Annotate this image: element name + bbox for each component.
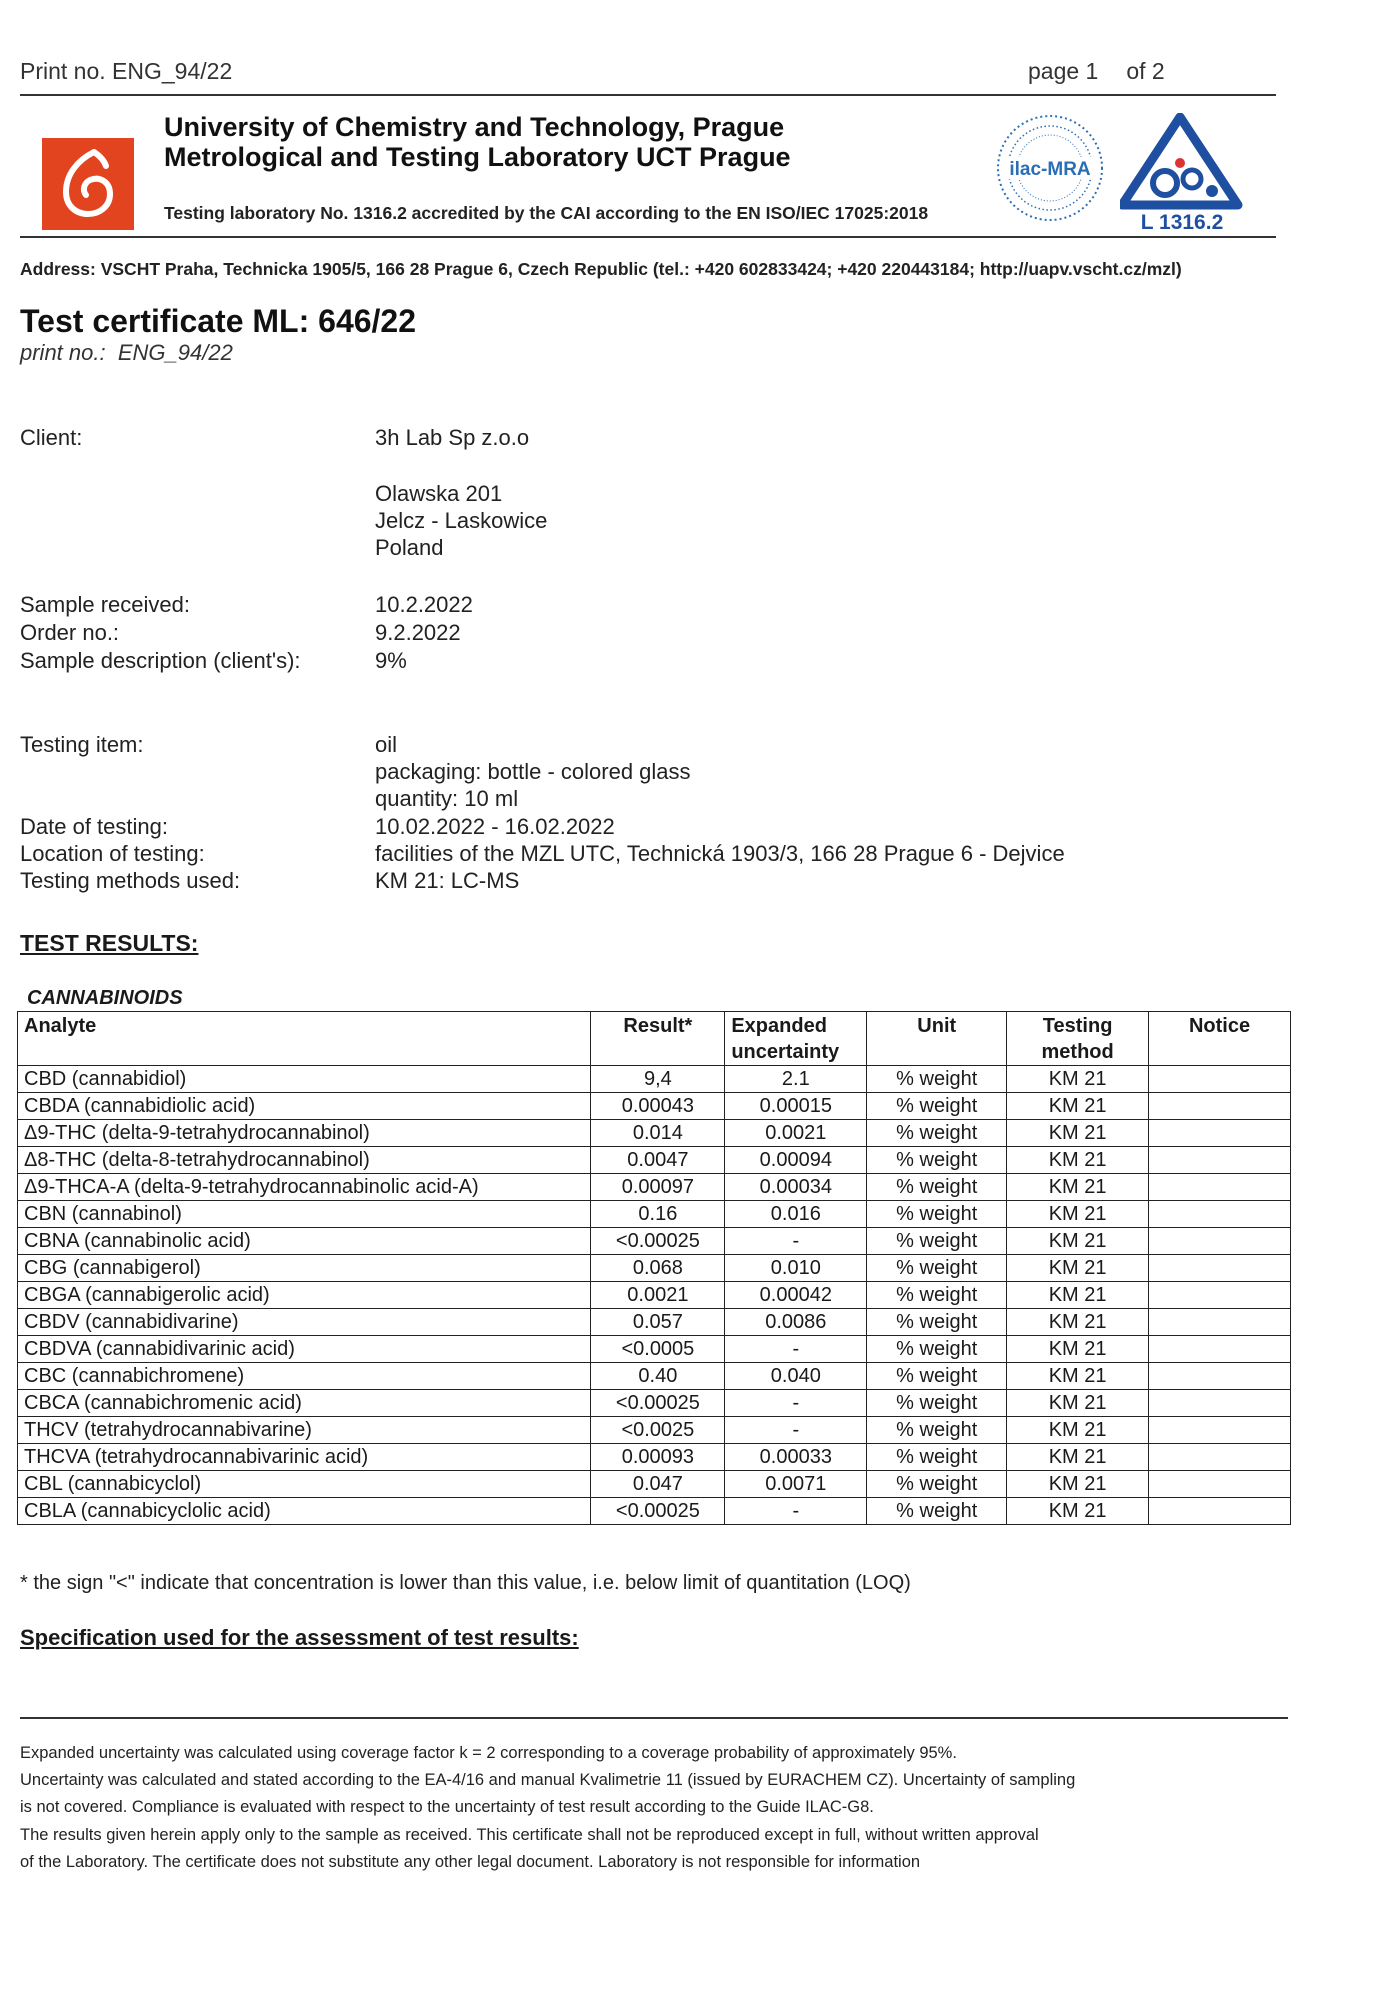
cell-analyte: CBNA (cannabinolic acid) xyxy=(18,1228,591,1255)
cannabinoids-caption: CANNABINOIDS xyxy=(27,987,183,1009)
location-value: facilities of the MZL UTC, Technická 1903/3, 166 28 Prague 6 - Dejvice xyxy=(375,841,1065,866)
table-row xyxy=(18,1363,1291,1390)
specification-heading: Specification used for the assessment of test results: xyxy=(20,1625,579,1650)
cell-method: KM 21 xyxy=(1007,1444,1149,1471)
cell-method: KM 21 xyxy=(1007,1390,1149,1417)
sample-received-value: 10.2.2022 xyxy=(375,592,473,617)
print-number: Print no. ENG_94/22 xyxy=(20,58,233,84)
cell-uncertainty: 0.0071 xyxy=(725,1471,867,1498)
cell-notice xyxy=(1149,1309,1291,1336)
fine-print-line3: is not covered. Compliance is evaluated with respect to the uncertainty of test result according to the Guide ILAC-G8. xyxy=(20,1798,874,1816)
print-no-value: ENG_94/22 xyxy=(117,340,233,365)
client-name: 3h Lab Sp z.o.o xyxy=(375,425,530,450)
cell-unit: % weight xyxy=(867,1174,1007,1201)
cell-unit: % weight xyxy=(867,1417,1007,1444)
cell-method: KM 21 xyxy=(1007,1066,1149,1093)
cell-uncertainty: 2.1 xyxy=(725,1066,867,1093)
quantity-value: quantity: 10 ml xyxy=(375,786,519,811)
cell-uncertainty: 0.00034 xyxy=(725,1174,867,1201)
cell-result: 0.40 xyxy=(591,1363,725,1390)
cell-analyte: CBCA (cannabichromenic acid) xyxy=(18,1390,591,1417)
sample-description-label: Sample description (client's): xyxy=(20,648,301,673)
certificate-title: Test certificate ML: 646/22 xyxy=(20,303,417,339)
cell-analyte: CBC (cannabichromene) xyxy=(18,1363,591,1390)
svg-text:ilac-MRA: ilac-MRA xyxy=(1009,159,1091,180)
cell-result: 0.16 xyxy=(591,1201,725,1228)
cell-result: <0.00025 xyxy=(591,1228,725,1255)
client-address-line3: Poland xyxy=(375,535,444,560)
col-result: Result* xyxy=(591,1012,725,1066)
uct-logo xyxy=(42,138,134,230)
cell-notice xyxy=(1149,1282,1291,1309)
cell-method: KM 21 xyxy=(1007,1498,1149,1525)
cell-analyte: Δ9-THCA-A (delta-9-tetrahydrocannabinolic acid-A) xyxy=(18,1174,591,1201)
certificate-print-no xyxy=(20,340,233,366)
cell-unit: % weight xyxy=(867,1066,1007,1093)
cell-uncertainty: 0.00015 xyxy=(725,1093,867,1120)
col-analyte: Analyte xyxy=(18,1012,591,1066)
cell-result: 0.0021 xyxy=(591,1282,725,1309)
cell-unit: % weight xyxy=(867,1147,1007,1174)
client-address-line2: Jelcz - Laskowice xyxy=(375,508,548,533)
table-row xyxy=(18,1228,1291,1255)
col-uncertainty: Expanded uncertainty xyxy=(725,1012,867,1066)
cell-uncertainty: - xyxy=(725,1228,867,1255)
location-label: Location of testing: xyxy=(20,841,205,866)
cell-uncertainty: 0.0021 xyxy=(725,1120,867,1147)
cell-method: KM 21 xyxy=(1007,1174,1149,1201)
sample-description-value: 9% xyxy=(375,648,407,673)
cell-unit: % weight xyxy=(867,1201,1007,1228)
client-label: Client: xyxy=(20,425,83,450)
table-row xyxy=(18,1471,1291,1498)
cell-result: 0.014 xyxy=(591,1120,725,1147)
table-row xyxy=(18,1174,1291,1201)
cell-result: 0.00043 xyxy=(591,1093,725,1120)
cell-unit: % weight xyxy=(867,1309,1007,1336)
header-bottom-rule xyxy=(20,236,1276,238)
table-row xyxy=(18,1201,1291,1228)
cell-analyte: THCVA (tetrahydrocannabivarinic acid) xyxy=(18,1444,591,1471)
cell-method: KM 21 xyxy=(1007,1282,1149,1309)
fine-print-line2: Uncertainty was calculated and stated according to the EA-4/16 and manual Kvalimetrie 11 (issued by EURACHEM CZ). Uncertainty of sampling xyxy=(20,1771,1076,1789)
cell-unit: % weight xyxy=(867,1471,1007,1498)
cell-uncertainty: 0.040 xyxy=(725,1363,867,1390)
table-row xyxy=(18,1066,1291,1093)
cai-triangle-icon xyxy=(1120,113,1245,235)
col-method: Testing method xyxy=(1007,1012,1149,1066)
cell-unit: % weight xyxy=(867,1120,1007,1147)
cell-result: 0.0047 xyxy=(591,1147,725,1174)
cell-result: <0.00025 xyxy=(591,1390,725,1417)
cell-notice xyxy=(1149,1255,1291,1282)
fine-print-rule xyxy=(20,1717,1288,1719)
cell-method: KM 21 xyxy=(1007,1255,1149,1282)
col-unit: Unit xyxy=(867,1012,1007,1066)
table-row xyxy=(18,1093,1291,1120)
cell-notice xyxy=(1149,1174,1291,1201)
flame-logo-icon xyxy=(42,138,134,230)
table-row xyxy=(18,1255,1291,1282)
table-row xyxy=(18,1444,1291,1471)
testing-item-value: oil xyxy=(375,732,398,757)
order-no-label: Order no.: xyxy=(20,620,120,645)
cell-result: 0.00097 xyxy=(591,1174,725,1201)
cell-method: KM 21 xyxy=(1007,1147,1149,1174)
test-results-heading: TEST RESULTS: xyxy=(20,930,199,956)
cell-notice xyxy=(1149,1417,1291,1444)
cell-result: <0.00025 xyxy=(591,1498,725,1525)
university-name: University of Chemistry and Technology, Prague xyxy=(164,112,785,142)
laboratory-name: Metrological and Testing Laboratory UCT Prague xyxy=(164,142,791,172)
cell-uncertainty: 0.016 xyxy=(725,1201,867,1228)
cell-result: 0.057 xyxy=(591,1309,725,1336)
cell-uncertainty: 0.0086 xyxy=(725,1309,867,1336)
cell-analyte: CBD (cannabidiol) xyxy=(18,1066,591,1093)
table-row xyxy=(18,1147,1291,1174)
cell-analyte: CBDA (cannabidiolic acid) xyxy=(18,1093,591,1120)
cell-method: KM 21 xyxy=(1007,1093,1149,1120)
results-body xyxy=(18,1066,1291,1525)
cell-uncertainty: - xyxy=(725,1417,867,1444)
accreditation-text: Testing laboratory No. 1316.2 accredited by the CAI according to the EN ISO/IEC 17025:2018 xyxy=(164,203,929,223)
table-row xyxy=(18,1309,1291,1336)
order-no-value: 9.2.2022 xyxy=(375,620,461,645)
cell-unit: % weight xyxy=(867,1363,1007,1390)
cell-notice xyxy=(1149,1201,1291,1228)
cell-uncertainty: 0.010 xyxy=(725,1255,867,1282)
table-row xyxy=(18,1120,1291,1147)
cell-uncertainty: 0.00042 xyxy=(725,1282,867,1309)
client-address-line1: Olawska 201 xyxy=(375,481,503,506)
results-table xyxy=(17,1011,1291,1525)
cell-unit: % weight xyxy=(867,1390,1007,1417)
cell-analyte: CBDV (cannabidivarine) xyxy=(18,1309,591,1336)
cell-notice xyxy=(1149,1120,1291,1147)
col-notice: Notice xyxy=(1149,1012,1291,1066)
cell-analyte: THCV (tetrahydrocannabivarine) xyxy=(18,1417,591,1444)
fine-print-line4: The results given herein apply only to the sample as received. This certificate shall not be reproduced except in full, without written approval xyxy=(20,1826,1039,1844)
cell-analyte: Δ9-THC (delta-9-tetrahydrocannabinol) xyxy=(18,1120,591,1147)
fine-print-line1: Expanded uncertainty was calculated using coverage factor k = 2 corresponding to a coverage probability of approximately 95%. xyxy=(20,1744,957,1762)
cell-unit: % weight xyxy=(867,1498,1007,1525)
cell-analyte: CBDVA (cannabidivarinic acid) xyxy=(18,1336,591,1363)
cell-notice xyxy=(1149,1093,1291,1120)
sample-received-label: Sample received: xyxy=(20,592,190,617)
date-of-testing-label: Date of testing: xyxy=(20,814,168,839)
fine-print-line5: of the Laboratory. The certificate does not substitute any other legal document. Laboratory is not responsible for information xyxy=(20,1853,921,1871)
cell-uncertainty: 0.00033 xyxy=(725,1444,867,1471)
cell-method: KM 21 xyxy=(1007,1417,1149,1444)
cell-analyte: CBL (cannabicyclol) xyxy=(18,1471,591,1498)
cell-analyte: CBLA (cannabicyclolic acid) xyxy=(18,1498,591,1525)
cell-method: KM 21 xyxy=(1007,1120,1149,1147)
cell-notice xyxy=(1149,1363,1291,1390)
cell-analyte: CBN (cannabinol) xyxy=(18,1201,591,1228)
date-of-testing-value: 10.02.2022 - 16.02.2022 xyxy=(375,814,615,839)
packaging-value: packaging: bottle - colored glass xyxy=(375,759,691,784)
cell-notice xyxy=(1149,1498,1291,1525)
header-top-rule xyxy=(20,94,1276,96)
table-row xyxy=(18,1336,1291,1363)
table-row xyxy=(18,1282,1291,1309)
cell-notice xyxy=(1149,1444,1291,1471)
cell-method: KM 21 xyxy=(1007,1471,1149,1498)
cell-method: KM 21 xyxy=(1007,1363,1149,1390)
methods-label: Testing methods used: xyxy=(20,868,241,893)
cell-analyte: CBG (cannabigerol) xyxy=(18,1255,591,1282)
cell-analyte: CBGA (cannabigerolic acid) xyxy=(18,1282,591,1309)
cell-uncertainty: - xyxy=(725,1498,867,1525)
loq-footnote: * the sign "<" indicate that concentration is lower than this value, i.e. below limit of quantitation (LOQ) xyxy=(20,1572,911,1594)
cell-notice xyxy=(1149,1066,1291,1093)
cell-result: 0.068 xyxy=(591,1255,725,1282)
cell-method: KM 21 xyxy=(1007,1309,1149,1336)
page-label: page 1 xyxy=(1028,58,1099,84)
cell-uncertainty: 0.00094 xyxy=(725,1147,867,1174)
ilac-seal-icon xyxy=(995,113,1105,223)
methods-value: KM 21: LC-MS xyxy=(375,868,520,893)
page-indicator xyxy=(1028,58,1193,85)
testing-item-label: Testing item: xyxy=(20,732,144,757)
cell-method: KM 21 xyxy=(1007,1336,1149,1363)
table-row xyxy=(18,1417,1291,1444)
cai-accreditation-logo xyxy=(1120,113,1245,235)
cell-unit: % weight xyxy=(867,1444,1007,1471)
cell-method: KM 21 xyxy=(1007,1228,1149,1255)
cell-notice xyxy=(1149,1147,1291,1174)
cell-uncertainty: - xyxy=(725,1336,867,1363)
cell-uncertainty: - xyxy=(725,1390,867,1417)
cell-notice xyxy=(1149,1336,1291,1363)
cell-unit: % weight xyxy=(867,1093,1007,1120)
cell-result: 9,4 xyxy=(591,1066,725,1093)
cell-notice xyxy=(1149,1390,1291,1417)
cell-analyte: Δ8-THC (delta-8-tetrahydrocannabinol) xyxy=(18,1147,591,1174)
cell-unit: % weight xyxy=(867,1336,1007,1363)
table-row xyxy=(18,1390,1291,1417)
cell-unit: % weight xyxy=(867,1255,1007,1282)
print-no-label: print no.: xyxy=(20,340,106,365)
cell-unit: % weight xyxy=(867,1228,1007,1255)
cell-unit: % weight xyxy=(867,1282,1007,1309)
table-row xyxy=(18,1498,1291,1525)
cell-result: <0.0005 xyxy=(591,1336,725,1363)
cell-notice xyxy=(1149,1471,1291,1498)
cell-result: 0.00093 xyxy=(591,1444,725,1471)
table-header-row xyxy=(18,1012,1291,1066)
lab-address: Address: VSCHT Praha, Technicka 1905/5, 166 28 Prague 6, Czech Republic (tel.: +420 602833424; +420 220443184; http://uapv.vscht.cz/mzl) xyxy=(20,259,1182,279)
cell-notice xyxy=(1149,1228,1291,1255)
cell-result: 0.047 xyxy=(591,1471,725,1498)
ilac-mra-logo xyxy=(995,113,1105,223)
cell-result: <0.0025 xyxy=(591,1417,725,1444)
cell-method: KM 21 xyxy=(1007,1201,1149,1228)
page-of-label: of 2 xyxy=(1126,58,1165,84)
cai-number: L 1316.2 xyxy=(1140,211,1224,234)
